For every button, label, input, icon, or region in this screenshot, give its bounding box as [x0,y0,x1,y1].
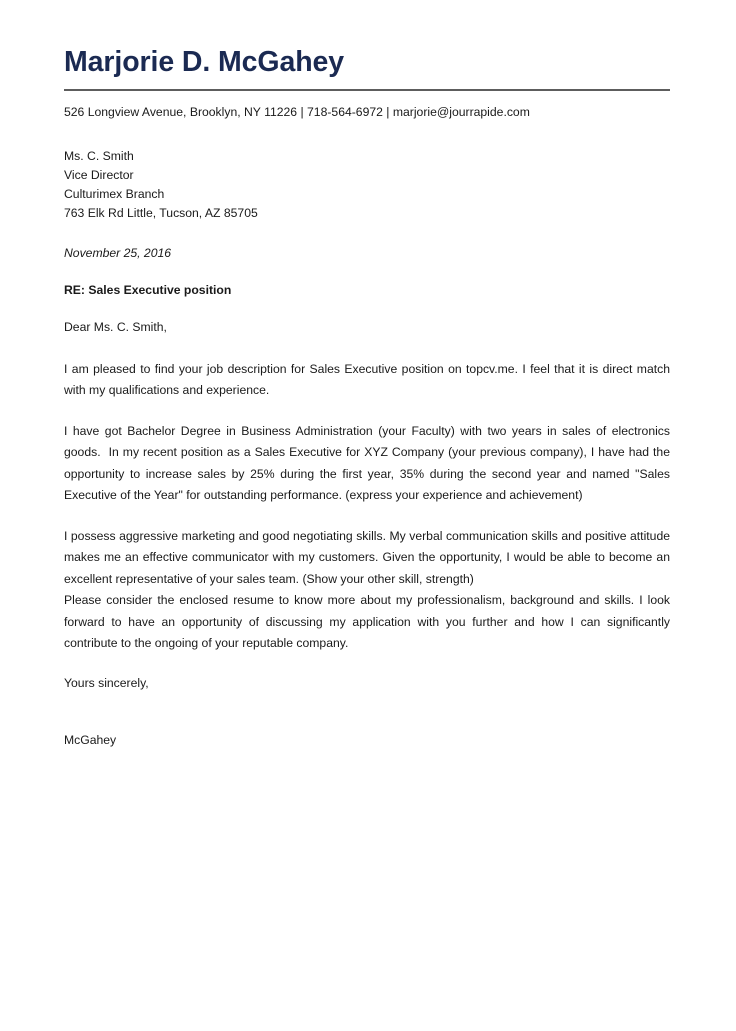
signature-space [64,693,670,731]
recipient-address-block [64,147,670,224]
body-paragraph: I possess aggressive marketing and good negotiating skills. My verbal communication skills and positive attitude makes me an effective communicator with my customers. Given the opportunity, I would be able to become an excellent representative of your sales team. (Show your other skill, strength) [64,528,674,586]
subject-line: RE: Sales Executive position [64,282,232,297]
letter-body [64,359,674,655]
signature-name: McGahey [64,732,117,747]
letter-closing-block [64,674,670,750]
sender-name: Marjorie D. McGahey [64,46,345,78]
recipient-title: Vice Director [64,168,134,183]
sender-contact-line: 526 Longview Avenue, Brooklyn, NY 11226 | 718-564-6972 | marjorie@jourrapide.com [64,104,530,119]
recipient-name: Ms. C. Smith [64,148,134,163]
header-divider [64,89,670,91]
body-paragraph: Please consider the enclosed resume to know more about my professionalism, background and skills. I look forward to have an opportunity of discussing my application with you further and how I can significantly contribute to the ongoing of your reputable company. [64,593,674,651]
body-paragraph: I have got Bachelor Degree in Business Administration (your Faculty) with two years in sales of electronics goods. In my recent position as a Sales Executive for XYZ Company (your previous company), I have had the opportunity to increase sales by 25% during the first year, 35% during the second year and named "Sales Executive of the Year" for outstanding performance. (express your experience and achievement) [64,423,674,503]
body-paragraph: I am pleased to find your job description for Sales Executive position on topcv.me. I feel that it is direct match with my qualifications and experience. [64,361,674,398]
letter-content [64,0,674,750]
closing-salutation: Yours sincerely, [64,675,149,690]
recipient-organization: Culturimex Branch [64,187,165,202]
salutation: Dear Ms. C. Smith, [64,319,167,334]
recipient-street-address: 763 Elk Rd Little, Tucson, AZ 85705 [64,206,258,221]
letter-date: November 25, 2016 [64,245,172,260]
letterhead [64,0,670,121]
